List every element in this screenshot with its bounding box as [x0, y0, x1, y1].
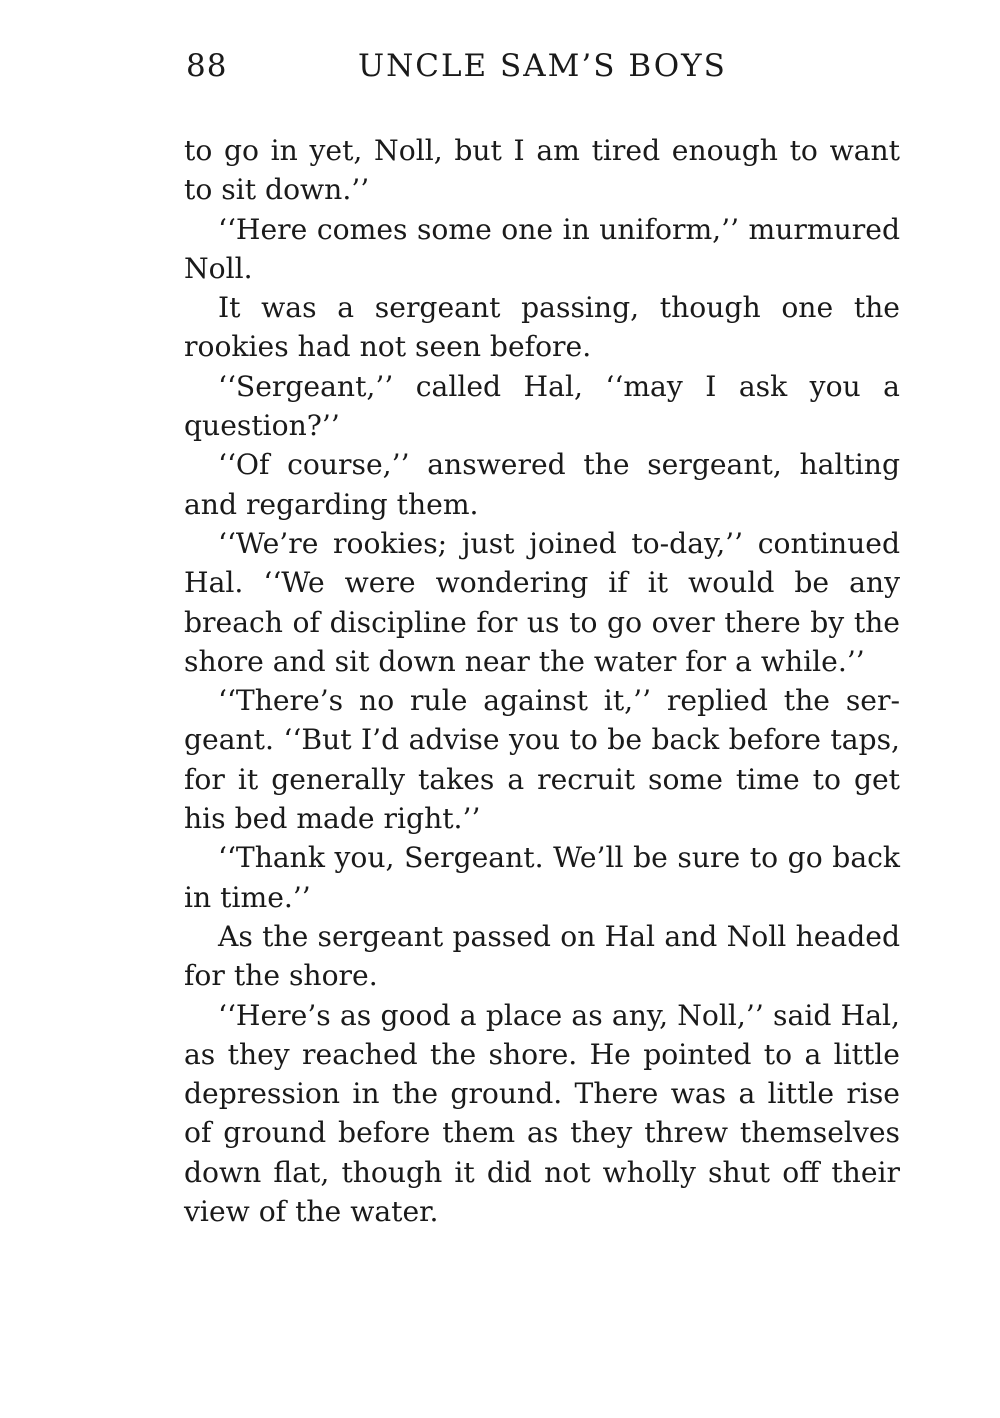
- paragraph: ‘‘Here’s as good a place as any, Noll,’’ said Hal, as they reached the shore. He pointed to a little depression in the ground. There was a little rise of ground before them as they threw themselves down flat, though it did not wholly shut off their view of the water.: [184, 998, 900, 1229]
- running-head: [186, 48, 900, 92]
- running-title: UNCLE SAM’S BOYS: [358, 48, 727, 84]
- page-number: 88: [186, 48, 228, 84]
- paragraph-continuation: to go in yet, Noll, but I am tired enough to want to sit down.’’: [184, 134, 900, 207]
- paragraph: ‘‘Sergeant,’’ called Hal, ‘‘may I ask you a question?’’: [184, 369, 900, 443]
- paragraph: ‘‘Of course,’’ answered the sergeant, halting and regarding them.: [184, 448, 900, 521]
- paragraph: As the sergeant passed on Hal and Noll headed for the shore.: [184, 919, 900, 993]
- paragraph: ‘‘Here comes some one in uniform,’’ murmured Noll.: [184, 212, 900, 285]
- paragraph: ‘‘Thank you, Sergeant. We’ll be sure to go back in time.’’: [184, 841, 900, 914]
- paragraph: It was a sergeant passing, though one the rookies had not seen before.: [184, 291, 900, 364]
- paragraph: ‘‘We’re rookies; just joined to-day,’’ continued Hal. ‘‘We were wondering if it would be any breach of discipline for us to go over there by the shore and sit down near the water for a while.’’: [184, 526, 900, 678]
- body-text: [184, 131, 900, 1231]
- paragraph: ‘‘There’s no rule against it,’’ replied the sergeant. ‘‘But I’d advise you to be back before taps, for it generally takes a recruit some time to get his bed made right.’’: [184, 684, 900, 836]
